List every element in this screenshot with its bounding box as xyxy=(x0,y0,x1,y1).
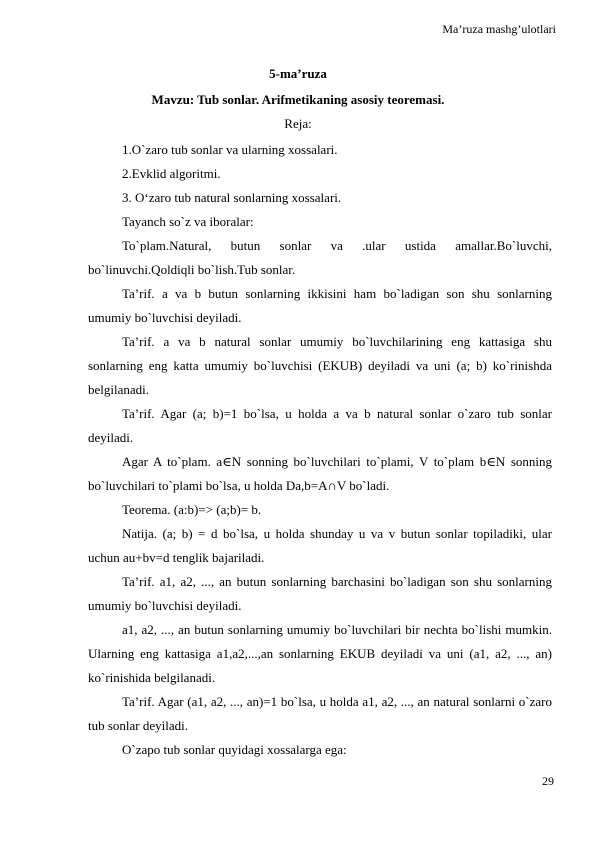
divisor-sets-paragraph: Agar A to`plam. a∈N sonning bo`luvchilari to`plami, V to`plam b∈N sonning bo`luvchilari to`plami bo`lsa, u holda Da,b=A∩V bo`ladi. xyxy=(88,454,552,493)
definition-coprime-n: Ta’rif. Agar (a1, a2, ..., an)=1 bo`lsa, u holda a1, a2, ..., an natural sonlarni o`zaro tub sonlar deyiladi. xyxy=(88,694,552,733)
corollary-paragraph: Natija. (a; b) = d bo`lsa, u holda shunday u va v butun sonlar topiladiki, ular uchun au+bv=d tenglik bajariladi. xyxy=(88,526,552,565)
lecture-body xyxy=(88,138,552,762)
plan-item: 2.Evklid algoritmi. xyxy=(122,166,221,181)
keywords-paragraph: To`plam.Natural, butun sonlar va .ular ustida amallar.Bo`luvchi, bo`linuvchi.Qoldiqli bo`lish.Tub sonlar. xyxy=(88,238,552,277)
definition-gcd: Ta’rif. a va b natural sonlar umumiy bo`luvchilarining eng kattasiga shu sonlarning eng katta umumiy bo`luvchisi (EKUB) deyiladi va uni (a; b) ko`rinishda belgilanadi. xyxy=(88,334,552,397)
plan-label: Reja: xyxy=(284,116,312,131)
running-header: Ma’ruza mashg’ulotlari xyxy=(442,22,556,36)
gcd-n-paragraph: a1, a2, ..., an butun sonlarning umumiy bo`luvchilari bir nechta bo`lishi mumkin. Ularning eng kattasiga a1,a2,...,an sonlarning EKUB deyiladi va uni (a1, a2, ..., an) ko`rinishida belgilanadi. xyxy=(88,622,552,685)
properties-intro: O`zapo tub sonlar quyidagi xossalarga ega: xyxy=(122,742,347,757)
definition-common-divisor: Ta’rif. a va b butun sonlarning ikkisini ham bo`ladigan son shu sonlarning umumiy bo`luvchisi deyiladi. xyxy=(88,286,552,325)
plan-item: 3. O‘zaro tub natural sonlarning xossalari. xyxy=(122,190,342,205)
plan-item: 1.O`zaro tub sonlar va ularning xossalari. xyxy=(122,142,338,157)
definition-coprime: Ta’rif. Agar (a; b)=1 bo`lsa, u holda a va b natural sonlar o`zaro tub sonlar deyiladi. xyxy=(88,406,552,445)
keywords-label: Tayanch so`z va iboralar: xyxy=(122,214,254,229)
lecture-number: 5-ma’ruza xyxy=(269,66,327,81)
lecture-topic: Mavzu: Tub sonlar. Arifmetikaning asosiy teoremasi. xyxy=(151,92,445,107)
page-number: 29 xyxy=(542,774,554,788)
definition-common-divisor-n: Ta’rif. a1, a2, ..., an butun sonlarning barchasini bo`ladigan son shu sonlarning umumiy bo`luvchisi deyiladi. xyxy=(88,574,552,613)
theorem-paragraph: Teorema. (a:b)=> (a;b)= b. xyxy=(122,502,262,517)
